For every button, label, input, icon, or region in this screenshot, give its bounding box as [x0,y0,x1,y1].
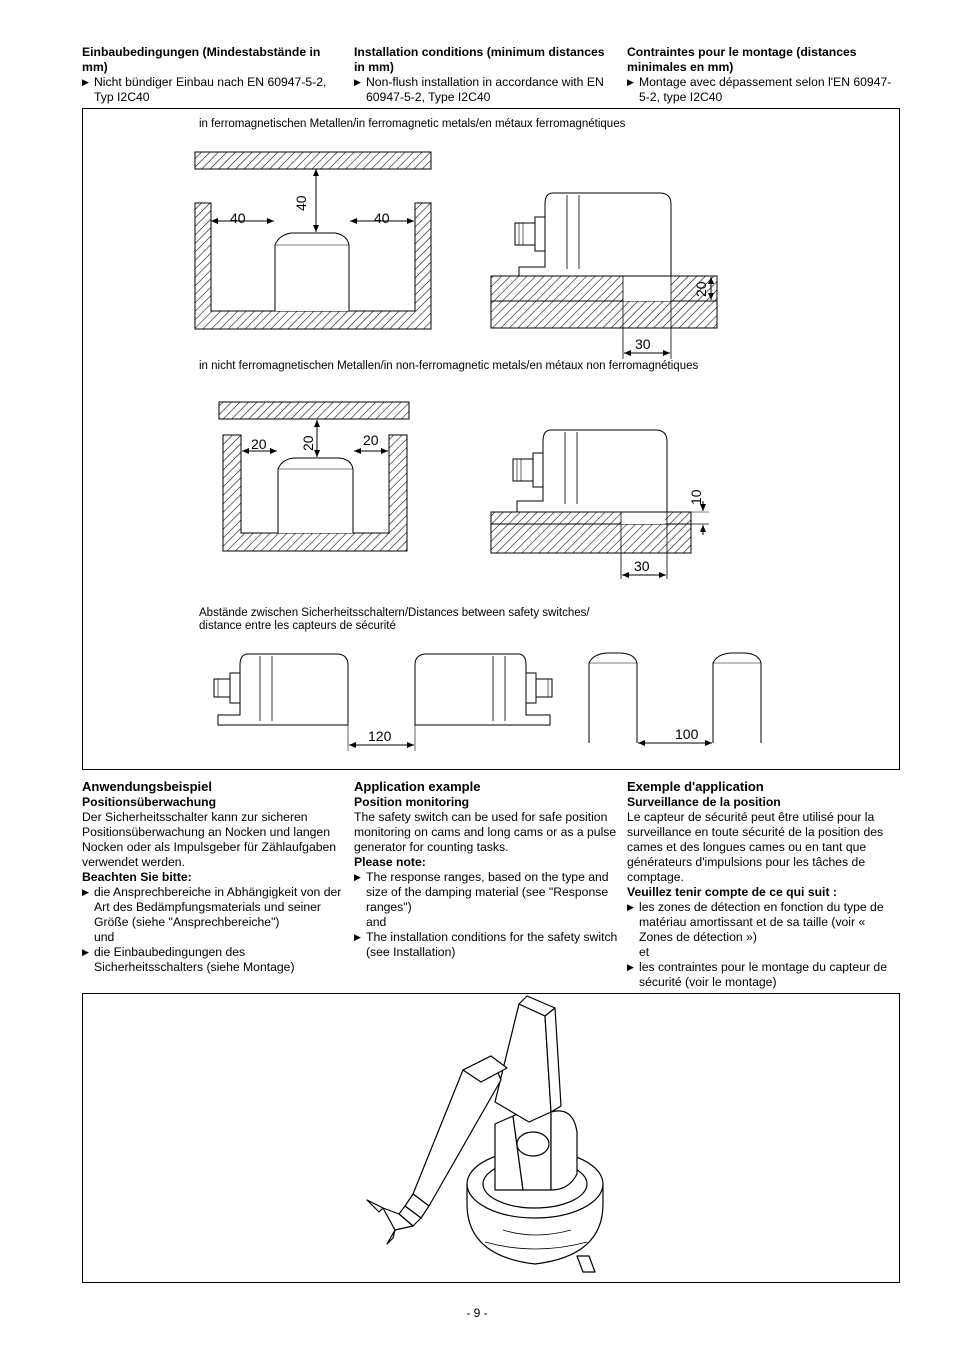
app-title-fr: Exemple d'application [627,779,764,794]
app-bullet-en-2: ▶ The installation conditions for the safety switch (see Installation) [354,930,618,959]
app-and-de: und [94,930,115,944]
dim-ferro-left: 40 [230,210,246,226]
bullet-triangle-icon: ▶ [82,77,89,87]
caption-ferro: in ferromagnetischen Metallen/in ferromagnetic metals/en métaux ferromagnétiques [199,118,626,130]
dim-ferro-side-height: 20 [693,281,709,297]
install-item-de: ▶ Nicht bündiger Einbau nach EN 60947-5-2, Typ I2C40 [82,75,327,104]
dim-ferro-right: 40 [374,210,390,226]
robot-arm-illustration [83,994,899,1282]
app-col-fr [627,779,899,990]
caption-nonferro: in nicht ferromagnetischen Metallen/in non-ferromagnetic metals/en métaux non ferromagnétiques [199,360,699,372]
bullet-triangle-icon: ▶ [82,947,89,957]
app-note-fr: Veuillez tenir compte de ce qui suit : [627,885,837,899]
app-body-de: Der Sicherheitsschalter kann zur sicheren Positionsüberwachung an Nocken und langen Nocken oder als Impulsgeber für Zählaufgaben verwendet werden. [82,810,337,869]
dim-nonferro-right: 20 [363,432,379,448]
app-and-en: and [366,915,387,929]
app-note-de: Beachten Sie bitte: [82,870,192,884]
app-bullet-de-1: ▶ die Ansprechbereiche in Abhängigkeit von der Art des Bedämpfungsmaterials und seiner Größe (siehe "Ansprechbereiche") [82,885,342,929]
app-bullet-en-1: ▶ The response ranges, based on the type and size of the damping material (see "Response ranges") [354,870,609,914]
robot-figure-frame [82,993,900,1283]
page-number: - 9 - [466,1306,488,1320]
install-title-en: Installation conditions (minimum distances in mm) [354,45,605,74]
app-body-en: The safety switch can be used for safe position monitoring on cams and long cams or as a pulse generator for counting tasks. [354,810,617,854]
app-bullet-de-2: ▶ die Einbaubedingungen des Sicherheitsschalters (siehe Montage) [82,945,295,974]
bullet-triangle-icon: ▶ [82,887,89,897]
installation-figure-frame [82,108,900,770]
install-col-en [354,45,618,105]
ferro-front-view [195,152,431,329]
install-title-fr: Contraintes pour le montage (distances minimales en mm) [627,45,857,74]
bullet-triangle-icon: ▶ [354,872,361,882]
app-sub-fr: Surveillance de la position [627,795,781,809]
app-sub-en: Position monitoring [354,795,470,809]
dim-distance-b: 100 [675,726,699,742]
dim-distance-a: 120 [368,728,392,744]
caption-distance: Abstände zwischen Sicherheitsschaltern/Distances between safety switches/ distance entre les capteurs de sécurité [199,607,590,632]
bullet-triangle-icon: ▶ [627,902,634,912]
install-title-de: Einbaubedingungen (Mindestabstände in mm) [82,45,321,74]
nonferro-front-view [219,402,409,551]
bullet-triangle-icon: ▶ [627,77,634,87]
dim-ferro-top: 40 [293,195,309,211]
install-col-fr [627,45,899,105]
dim-nonferro-side-height: 10 [688,489,704,505]
ferro-side-view [491,193,717,359]
app-bullet-fr-1: ▶ les zones de détection en fonction du type de matériau amortissant et de sa taille (voir « Zones de détection ») [627,900,884,944]
app-col-en [354,779,624,960]
install-item-fr: ▶ Montage avec dépassement selon l'EN 60947-5-2, type I2C40 [627,75,892,104]
nonferro-side-view [491,430,709,579]
install-col-de [82,45,344,105]
dim-ferro-side-width: 30 [635,336,651,352]
installation-drawings [83,109,899,769]
app-bullet-fr-2: ▶ les contraintes pour le montage du capteur de sécurité (voir le montage) [627,960,887,989]
app-col-de [82,779,350,975]
app-title-de: Anwendungsbeispiel [82,779,213,794]
app-title-en: Application example [354,779,481,794]
dim-nonferro-top: 20 [300,435,316,451]
distance-view [214,653,761,751]
dim-nonferro-side-width: 30 [634,558,650,574]
app-body-fr: Le capteur de sécurité peut être utilisé pour la surveillance en toute sécurité de la position des cames et des longues cames ou en tant que générateurs d'impulsions pour les tâches de comptage. [627,810,884,884]
app-note-en: Please note: [354,855,426,869]
bullet-triangle-icon: ▶ [627,962,634,972]
bullet-triangle-icon: ▶ [354,932,361,942]
install-item-en: ▶ Non-flush installation in accordance with EN 60947-5-2, Type I2C40 [354,75,604,104]
app-sub-de: Positionsüberwachung [82,795,217,809]
bullet-triangle-icon: ▶ [354,77,361,87]
dim-nonferro-left: 20 [251,436,267,452]
app-and-fr: et [639,945,650,959]
